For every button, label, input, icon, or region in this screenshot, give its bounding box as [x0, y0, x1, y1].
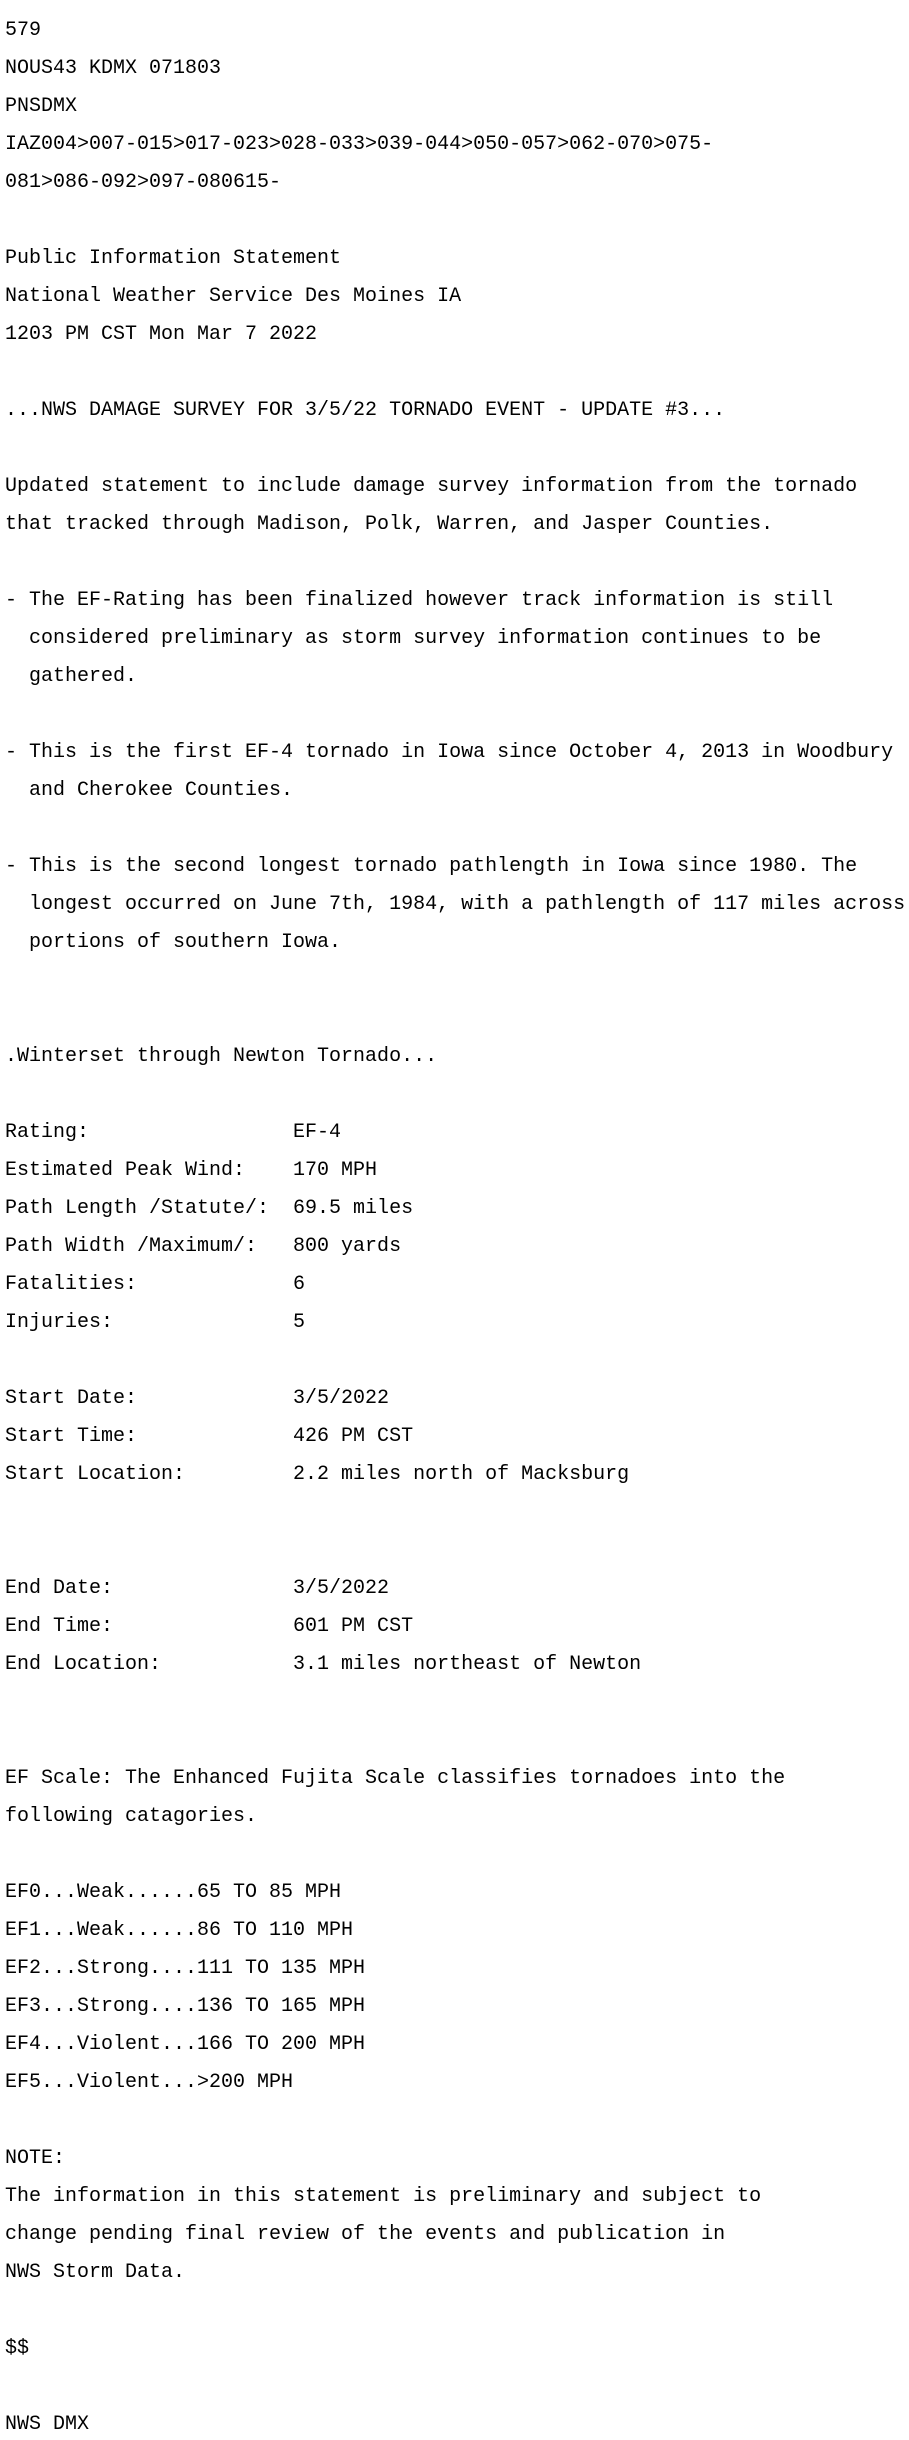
stat-label: Start Location: [5, 1463, 294, 1486]
blank-line [5, 211, 909, 230]
start-row [5, 1465, 909, 1484]
issuing-office: National Weather Service Des Moines IA [5, 285, 462, 308]
blank-line [5, 439, 909, 458]
stat-row [5, 1123, 909, 1142]
blank-line [5, 705, 909, 724]
product-terminator: $$ [5, 2337, 30, 2360]
blank-line [5, 1731, 909, 1750]
stat-value: 2.2 miles north of Macksburg [293, 1463, 630, 1486]
stat-row [5, 1237, 909, 1256]
blank-line [5, 971, 909, 990]
stat-value: 800 yards [293, 1235, 402, 1258]
stat-label: Start Date: [5, 1387, 294, 1410]
bullet-line: portions of southern Iowa. [5, 931, 342, 954]
start-row [5, 1389, 909, 1408]
ef-scale-row: EF4...Violent...166 TO 200 MPH [5, 2033, 366, 2056]
ef-scale-intro: following catagories. [5, 1805, 258, 1828]
wmo-header: NOUS43 KDMX 071803 [5, 57, 222, 80]
bullet-line: and Cherokee Counties. [5, 779, 294, 802]
stat-value: 426 PM CST [293, 1425, 414, 1448]
stat-label: Fatalities: [5, 1273, 294, 1296]
bullet-line: longest occurred on June 7th, 1984, with a pathlength of 117 miles across [5, 893, 906, 916]
blank-line [5, 2377, 909, 2396]
stat-row [5, 1313, 909, 1332]
blank-line [5, 2111, 909, 2130]
headline: ...NWS DAMAGE SURVEY FOR 3/5/22 TORNADO EVENT - UPDATE #3... [5, 399, 726, 422]
stat-label: Start Time: [5, 1425, 294, 1448]
end-row [5, 1617, 909, 1636]
bullet-line: - The EF-Rating has been finalized however track information is still [5, 589, 834, 612]
blank-line [5, 363, 909, 382]
bullet-line: - This is the second longest tornado pathlength in Iowa since 1980. The [5, 855, 858, 878]
stat-label: Injuries: [5, 1311, 294, 1334]
note-label: NOTE: [5, 2147, 66, 2170]
blank-line [5, 2301, 909, 2320]
ef-scale-row: EF1...Weak......86 TO 110 MPH [5, 1919, 354, 1942]
stat-label: End Time: [5, 1615, 294, 1638]
stat-label: Estimated Peak Wind: [5, 1159, 294, 1182]
note-line: The information in this statement is preliminary and subject to [5, 2185, 762, 2208]
stat-label: End Location: [5, 1653, 294, 1676]
blank-line [5, 1009, 909, 1028]
blank-line [5, 1351, 909, 1370]
blank-line [5, 819, 909, 838]
ef-scale-intro: EF Scale: The Enhanced Fujita Scale classifies tornadoes into the [5, 1767, 786, 1790]
blank-line [5, 1693, 909, 1712]
blank-line [5, 1845, 909, 1864]
ef-scale-row: EF2...Strong....111 TO 135 MPH [5, 1957, 366, 1980]
stat-value: 3/5/2022 [293, 1577, 390, 1600]
blank-line [5, 1503, 909, 1522]
stat-label: End Date: [5, 1577, 294, 1600]
stat-label: Path Length /Statute/: [5, 1197, 294, 1220]
start-row [5, 1427, 909, 1446]
end-row [5, 1655, 909, 1674]
ef-scale-row: EF5...Violent...>200 MPH [5, 2071, 294, 2094]
stat-value: 3.1 miles northeast of Newton [293, 1653, 642, 1676]
issue-time: 1203 PM CST Mon Mar 7 2022 [5, 323, 318, 346]
stat-value: 69.5 miles [293, 1197, 414, 1220]
stat-value: 3/5/2022 [293, 1387, 390, 1410]
end-row [5, 1579, 909, 1598]
ef-scale-row: EF3...Strong....136 TO 165 MPH [5, 1995, 366, 2018]
stat-value: 170 MPH [293, 1159, 378, 1182]
note-line: NWS Storm Data. [5, 2261, 186, 2284]
ugc-codes-line: 081>086-092>097-080615- [5, 171, 282, 194]
intro-line: that tracked through Madison, Polk, Warren, and Jasper Counties. [5, 513, 774, 536]
blank-line [5, 1541, 909, 1560]
statement-type: Public Information Statement [5, 247, 342, 270]
stat-value: 6 [293, 1273, 306, 1296]
ef-scale-row: EF0...Weak......65 TO 85 MPH [5, 1881, 342, 1904]
stat-row [5, 1161, 909, 1180]
stat-label: Rating: [5, 1121, 294, 1144]
stat-row [5, 1275, 909, 1294]
bullet-line: - This is the first EF-4 tornado in Iowa since October 4, 2013 in Woodbury [5, 741, 894, 764]
bullet-line: considered preliminary as storm survey information continues to be [5, 627, 822, 650]
stat-value: 5 [293, 1311, 306, 1334]
stat-label: Path Width /Maximum/: [5, 1235, 294, 1258]
awips-id: PNSDMX [5, 95, 78, 118]
stat-row [5, 1199, 909, 1218]
blank-line [5, 553, 909, 572]
tornado-title: .Winterset through Newton Tornado... [5, 1045, 438, 1068]
stat-value: EF-4 [293, 1121, 342, 1144]
bullet-line: gathered. [5, 665, 138, 688]
product-id: 579 [5, 19, 42, 42]
office-signature: NWS DMX [5, 2413, 90, 2436]
note-line: change pending final review of the events and publication in [5, 2223, 726, 2246]
intro-line: Updated statement to include damage survey information from the tornado [5, 475, 858, 498]
ugc-codes-line: IAZ004>007-015>017-023>028-033>039-044>050-057>062-070>075- [5, 133, 714, 156]
blank-line [5, 1085, 909, 1104]
stat-value: 601 PM CST [293, 1615, 414, 1638]
